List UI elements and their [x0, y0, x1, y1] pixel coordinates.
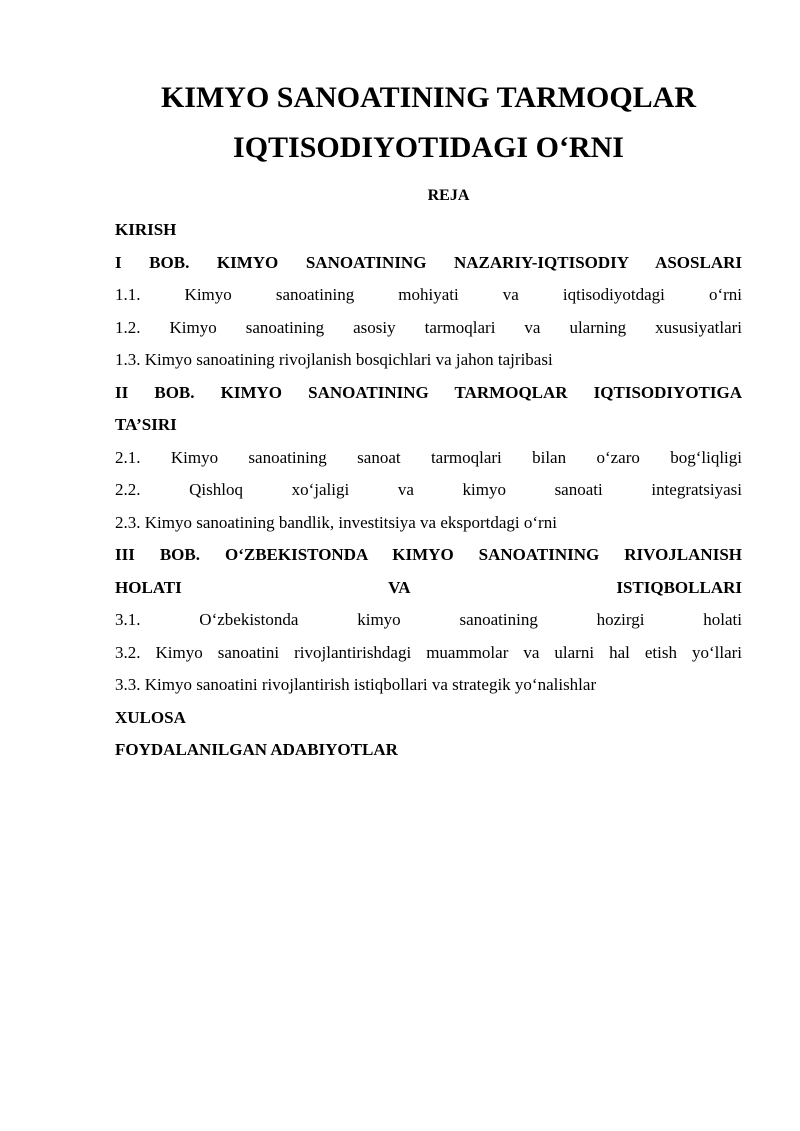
title-line-1: KIMYO SANOATINING TARMOQLAR	[160, 81, 697, 114]
chapter2-item-1: 2.1. Kimyo sanoatining sanoat tarmoqlari bilan o‘zaro bog‘liqligi	[115, 447, 742, 467]
plan-heading: REJA	[427, 187, 470, 204]
chapter2-heading-line-2: TA’SIRI	[115, 415, 177, 434]
chapter3-heading-line-1: III BOB. O‘ZBEKISTONDA KIMYO SANOATINING RIVOJLANISH	[115, 545, 742, 564]
chapter3-item-1: 3.1. O‘zbekistonda kimyo sanoatining hozirgi holati	[115, 610, 742, 629]
title-line-2: IQTISODIYOTIDAGI O‘RNI	[233, 131, 624, 164]
chapter3-item-3: 3.3. Kimyo sanoatini rivojlantirish istiqbollari va strategik yo‘nalishlar	[115, 675, 597, 694]
document-title	[115, 73, 742, 173]
chapter1-item-2: 1.2. Kimyo sanoatining asosiy tarmoqlari va ularning xususiyatlari	[115, 317, 742, 337]
intro-heading: KIRISH	[115, 220, 177, 239]
document-content	[115, 73, 742, 767]
chapter1-item-1: 1.1. Kimyo sanoatining mohiyati va iqtisodiyotdagi o‘rni	[115, 285, 742, 304]
chapter3-heading-line-2: HOLATI VA ISTIQBOLLARI	[115, 577, 742, 597]
chapter1-heading: I BOB. KIMYO SANOATINING NAZARIY-IQTISODIY ASOSLARI	[115, 252, 742, 272]
references-heading: FOYDALANILGAN ADABIYOTLAR	[115, 740, 398, 759]
chapter1-item-3: 1.3. Kimyo sanoatining rivojlanish bosqichlari va jahon tajribasi	[115, 350, 553, 369]
chapter2-item-2: 2.2. Qishloq xo‘jaligi va kimyo sanoati integratsiyasi	[115, 480, 742, 499]
chapter3-item-2: 3.2. Kimyo sanoatini rivojlantirishdagi muammolar va ularni hal etish yo‘llari	[115, 642, 742, 662]
conclusion-heading: XULOSA	[115, 707, 186, 727]
chapter2-heading-line-1: II BOB. KIMYO SANOATINING TARMOQLAR IQTISODIYOTIGA	[115, 382, 742, 402]
chapter2-item-3: 2.3. Kimyo sanoatining bandlik, investitsiya va eksportdagi o‘rni	[115, 512, 557, 532]
